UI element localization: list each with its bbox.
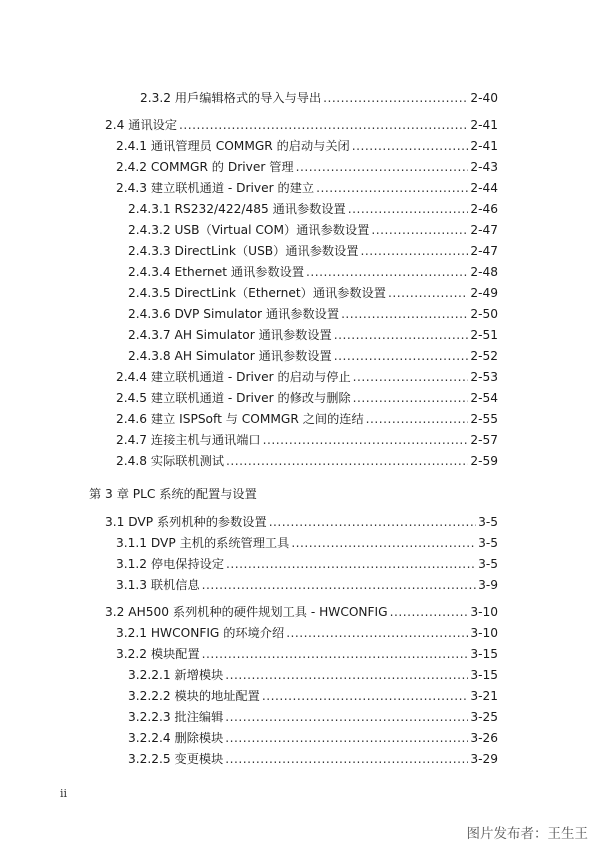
toc-entry-page: 2-51 (470, 328, 498, 342)
dot-leader (348, 202, 469, 216)
toc-entry-title: 3.2.2.3 批注编辑 (128, 710, 224, 724)
dot-leader (390, 605, 469, 619)
toc-entry-page: 2-47 (470, 244, 498, 258)
toc-entry[interactable] (105, 513, 498, 533)
toc-entry-page: 3-5 (478, 515, 498, 529)
toc-entry[interactable] (116, 452, 498, 472)
toc-entry-page: 3-21 (470, 689, 498, 703)
toc-entry-page: 3-26 (470, 731, 498, 745)
dot-leader (366, 412, 469, 426)
dot-leader (306, 265, 468, 279)
toc-entry-title: 2.4.6 建立 ISPSoft 与 COMMGR 之间的连结 (116, 412, 364, 426)
toc-entry[interactable] (128, 750, 498, 770)
toc-entry[interactable] (116, 389, 498, 409)
toc-entry-page: 2-44 (470, 181, 498, 195)
toc-entry-page: 3-5 (478, 536, 498, 550)
toc-entry-title: 2.4.5 建立联机通道 - Driver 的修改与删除 (116, 391, 351, 405)
toc-entry-title: 2.4.3.2 USB（Virtual COM）通讯参数设置 (128, 223, 370, 237)
dot-leader (226, 557, 476, 571)
toc-entry-title: 2.4.3.8 AH Simulator 通讯参数设置 (128, 349, 332, 363)
toc-entry[interactable] (128, 263, 498, 283)
toc-entry-title: 2.4.3.3 DirectLink（USB）通讯参数设置 (128, 244, 359, 258)
toc-entry-page: 2-43 (470, 160, 498, 174)
toc-entry-page: 2-53 (470, 370, 498, 384)
dot-leader (353, 370, 469, 384)
toc-entry-title: 3.2.2.2 模块的地址配置 (128, 689, 260, 703)
dot-leader (388, 286, 468, 300)
toc-entry[interactable] (116, 576, 498, 596)
toc-entry[interactable] (128, 347, 498, 367)
dot-leader (202, 647, 469, 661)
toc-entry[interactable] (116, 624, 498, 644)
toc-entry[interactable] (116, 534, 498, 554)
toc-entry[interactable] (105, 603, 498, 623)
toc-entry[interactable] (128, 729, 498, 749)
toc-entry-title: 3.2.1 HWCONFIG 的环境介绍 (116, 626, 285, 640)
toc-entry[interactable] (116, 410, 498, 430)
dot-leader (226, 454, 468, 468)
toc-entry-page: 2-47 (470, 223, 498, 237)
dot-leader (296, 160, 469, 174)
dot-leader (334, 349, 469, 363)
dot-leader (225, 731, 468, 745)
toc-entry-title: 2.4 通讯设定 (105, 118, 178, 132)
toc-entry[interactable] (128, 708, 498, 728)
dot-leader (269, 515, 476, 529)
toc-entry-page: 2-55 (470, 412, 498, 426)
toc-entry-page: 3-10 (470, 626, 498, 640)
toc-entry[interactable] (116, 555, 498, 575)
toc-entry-page: 3-10 (470, 605, 498, 619)
dot-leader (225, 668, 468, 682)
toc-entry-title: 3.1 DVP 系列机种的参数设置 (105, 515, 267, 529)
toc-entry-title: 3.2.2.4 删除模块 (128, 731, 224, 745)
page-number: ii (60, 787, 68, 800)
toc-entry-page: 2-41 (470, 118, 498, 132)
toc-entry[interactable] (116, 137, 498, 157)
toc-entry-page: 2-54 (470, 391, 498, 405)
dot-leader (323, 91, 468, 105)
toc-entry-page: 2-48 (470, 265, 498, 279)
toc-entry[interactable] (116, 179, 498, 199)
toc-entry-page: 3-15 (470, 647, 498, 661)
dot-leader (341, 307, 468, 321)
toc-entry[interactable] (128, 200, 498, 220)
toc-entry-page: 2-57 (470, 433, 498, 447)
toc-entry-page: 3-15 (470, 668, 498, 682)
toc-entry-page: 3-5 (478, 557, 498, 571)
toc-entry-title: 2.4.3.5 DirectLink（Ethernet）通讯参数设置 (128, 286, 386, 300)
toc-entry-page: 2-59 (470, 454, 498, 468)
chapter-3-heading: 第 3 章 PLC 系统的配置与设置 (89, 487, 257, 501)
dot-leader (352, 139, 469, 153)
toc-entry[interactable] (116, 368, 498, 388)
toc-entry-title: 2.4.8 实际联机测试 (116, 454, 225, 468)
dot-leader (360, 244, 468, 258)
dot-leader (286, 626, 468, 640)
dot-leader (179, 118, 468, 132)
toc-entry[interactable] (128, 687, 498, 707)
dot-leader (291, 536, 476, 550)
toc-entry-title: 3.2.2.5 变更模块 (128, 752, 224, 766)
toc-entry-title: 2.4.3.4 Ethernet 通讯参数设置 (128, 265, 305, 279)
toc-entry[interactable] (116, 158, 498, 178)
toc-entry[interactable] (128, 666, 498, 686)
toc-entry-title: 3.2.2 模块配置 (116, 647, 200, 661)
toc-entry-page: 2-49 (470, 286, 498, 300)
toc-entry-title: 2.4.7 连接主机与通讯端口 (116, 433, 261, 447)
toc-entry[interactable] (128, 221, 498, 241)
toc-entry[interactable] (128, 305, 498, 325)
dot-leader (225, 710, 468, 724)
toc-entry-title: 2.4.3.1 RS232/422/485 通讯参数设置 (128, 202, 346, 216)
toc-entry-page: 2-50 (470, 307, 498, 321)
toc-entry-page: 2-40 (470, 91, 498, 105)
toc-entry-title: 2.3.2 用戶编辑格式的导入与导出 (140, 91, 322, 105)
toc-entry-page: 3-25 (470, 710, 498, 724)
publisher-watermark: 图片发布者：王生王 (466, 826, 588, 842)
toc-entry-title: 3.1.3 联机信息 (116, 578, 200, 592)
toc-entry-title: 3.1.2 停电保持设定 (116, 557, 225, 571)
toc-entry-title: 3.2.2.1 新增模块 (128, 668, 224, 682)
dot-leader (371, 223, 468, 237)
toc-entry[interactable] (128, 284, 498, 304)
dot-leader (334, 328, 469, 342)
toc-entry-page: 3-29 (470, 752, 498, 766)
toc-entry-title: 2.4.4 建立联机通道 - Driver 的启动与停止 (116, 370, 351, 384)
toc-entry[interactable] (105, 116, 498, 136)
toc-entry[interactable] (140, 89, 498, 109)
toc-entry-title: 2.4.3 建立联机通道 - Driver 的建立 (116, 181, 315, 195)
dot-leader (316, 181, 468, 195)
toc-entry[interactable] (128, 326, 498, 346)
toc-entry-title: 2.4.3.6 DVP Simulator 通讯参数设置 (128, 307, 340, 321)
toc-entry-title: 2.4.3.7 AH Simulator 通讯参数设置 (128, 328, 332, 342)
toc-entry-title: 2.4.2 COMMGR 的 Driver 管理 (116, 160, 294, 174)
dot-leader (225, 752, 468, 766)
toc-entry[interactable] (128, 242, 498, 262)
toc-entry[interactable] (116, 431, 498, 451)
toc-entry-page: 3-9 (478, 578, 498, 592)
toc-entry-title: 2.4.1 通讯管理员 COMMGR 的启动与关闭 (116, 139, 350, 153)
toc-entry-page: 2-41 (470, 139, 498, 153)
toc-entry-title: 3.1.1 DVP 主机的系统管理工具 (116, 536, 290, 550)
dot-leader (262, 689, 469, 703)
toc-entry[interactable] (116, 645, 498, 665)
dot-leader (202, 578, 476, 592)
dot-leader (353, 391, 469, 405)
dot-leader (263, 433, 469, 447)
toc-entry-title: 3.2 AH500 系列机种的硬件规划工具 - HWCONFIG (105, 605, 388, 619)
toc-entry-page: 2-46 (470, 202, 498, 216)
toc-entry-page: 2-52 (470, 349, 498, 363)
